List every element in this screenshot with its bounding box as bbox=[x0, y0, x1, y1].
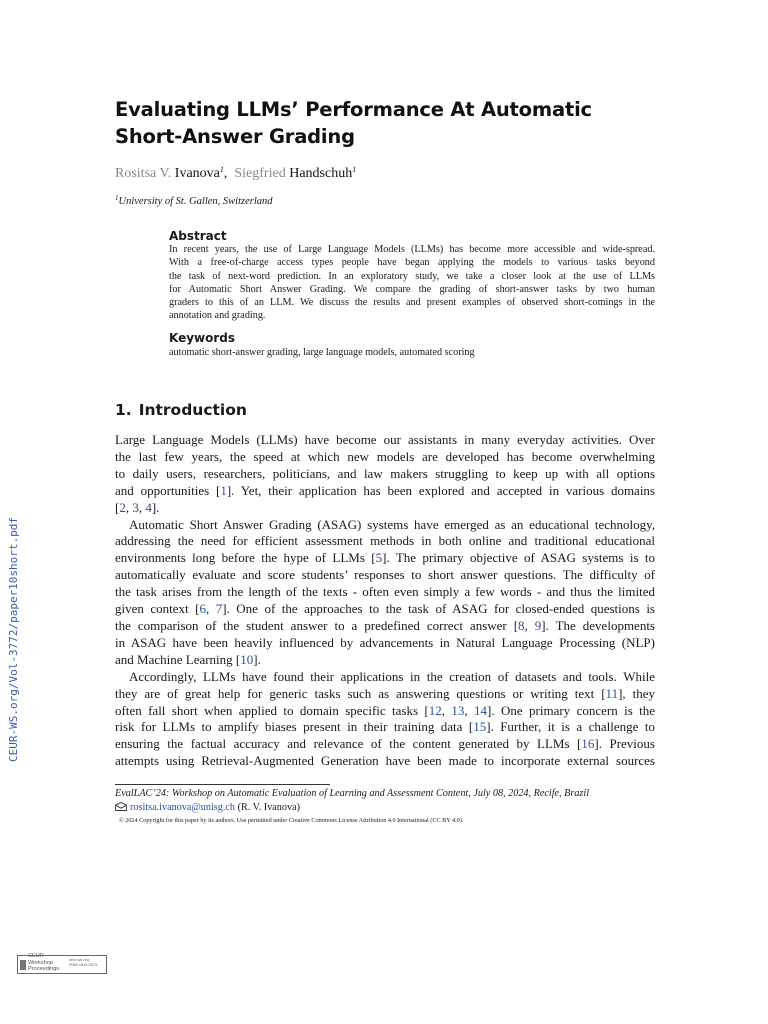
author-2: Siegfried Handschuh$^1$ bbox=[234, 165, 357, 181]
citation-link[interactable]: 8 bbox=[518, 617, 525, 633]
citation-link[interactable]: 16 bbox=[581, 736, 595, 752]
abstract-text: In recent years, the use of Large Language Models (LLMs) has become more accessible and wide-spread. With a free-of-charge access types people have began applying the models to various tasks beyond the task of next-word prediction. In an exploratory study, we take a closer look at the use of LLMs for Automatic Short Answer Grading. We compare the grading of short-answer tasks by two human graders to this of an LLM. We discuss the results and present examples of observed short-comings in the annotation and grading. bbox=[169, 244, 655, 322]
citation-link[interactable]: 11 bbox=[605, 685, 619, 701]
keywords-text: automatic short-answer grading, large language models, automated scoring bbox=[169, 347, 475, 358]
email-link[interactable]: rositsa.ivanova@unisg.ch bbox=[130, 801, 236, 813]
citation-link[interactable]: 12 bbox=[428, 702, 442, 718]
citation-link[interactable]: 1 bbox=[220, 482, 227, 498]
conference-note: EvalLAC’24: Workshop on Automatic Evaluation of Learning and Assessment Content, July 08, 2024, Recife, Brazil bbox=[115, 788, 590, 799]
author-list: Rositsa V. Ivanova$^1$, Siegfried Handschuh$^1$ bbox=[115, 165, 357, 181]
citation-link[interactable]: 14 bbox=[474, 702, 488, 718]
citation-link[interactable]: 3 bbox=[132, 499, 139, 515]
abstract-heading: Abstract bbox=[169, 229, 227, 243]
citation-link[interactable]: 10 bbox=[240, 651, 254, 667]
section-heading-introduction: 1. Introduction bbox=[115, 401, 247, 419]
citation-link[interactable]: 2 bbox=[119, 499, 126, 515]
author-email: rositsa.ivanova@unisg.ch (R. V. Ivanova) bbox=[115, 801, 675, 815]
citation-link[interactable]: 5 bbox=[375, 550, 383, 566]
citation-link[interactable]: 9 bbox=[534, 617, 542, 633]
citation-link[interactable]: 15 bbox=[473, 719, 487, 735]
introduction-body: Large Language Models (LLMs) have become our assistants in many everyday activities. Over the last few years, the speed at which new models are developed has become overwhelming to daily users, researchers, politicians, and law makers struggling to keep up with all options and opportunities [1]. Yet, their application has been explored and accepted in various domains [2, 3, 4]. Automatic Short Answer Grading (ASAG) systems have emerged as an educational technology, addressing the need for efficient assessment methods in both online and traditional educational environments long before the hype of LLMs [5]. The primary objective of ASAG systems is to automatically evaluate and score students’ responses to short answer questions. The difficulty of the task arises from the length of the texts - often even simply a few words - and thus the limited given context [6, 7]. One of the approaches to the task of ASAG for closed-ended questions is the comparison of the student answer to a predefined correct answer [8, 9]. The developments in ASAG have been heavily influenced by advancements in Natural Language Processing (NLP) and Machine Learning [10]. Accordingly, LLMs have found their applications in the creation of datasets and tools. While they are of great help for generic tasks such as answering questions or writing text [11], they often fall short when applied to domain specific tasks [12, 13, 14]. One primary concern is the risk for LLMs to amplify biases present in their training data [15]. Further, it is a challenge to ensuring the factual accuracy and relevance of the content generated by LLMs [16]. Previous attempts using Retrieval-Augmented Generation have been made to incorporate external sources bbox=[115, 432, 656, 769]
envelope-icon bbox=[115, 802, 127, 811]
author-1: Rositsa V. Ivanova$^1$ bbox=[115, 165, 224, 181]
keywords-heading: Keywords bbox=[169, 331, 236, 345]
ceur-proceedings-logo: CEUR Workshop Proceedings ceur-ws.org ISSN 1613-0073 bbox=[17, 953, 107, 974]
citation-link[interactable]: 7 bbox=[215, 601, 223, 617]
copyright-notice: © 2024 Copyright for this paper by its authors. Use permitted under Creative Commons License Attribution 4.0 International (CC BY 4.0). bbox=[119, 817, 464, 824]
affiliation: $^1$University of St. Gallen, Switzerland bbox=[115, 194, 273, 207]
citation-link[interactable]: 4 bbox=[145, 499, 152, 515]
paper-title: Evaluating LLMs’ Performance At Automatic Short-Answer Grading bbox=[115, 98, 592, 148]
citation-link[interactable]: 6 bbox=[199, 601, 206, 617]
ceur-url-sidebar[interactable]: CEUR-WS.org/Vol-3772/paper10short.pdf bbox=[7, 516, 20, 762]
footnote bbox=[115, 787, 675, 825]
footnote-rule bbox=[115, 784, 330, 785]
citation-link[interactable]: 13 bbox=[451, 702, 465, 718]
